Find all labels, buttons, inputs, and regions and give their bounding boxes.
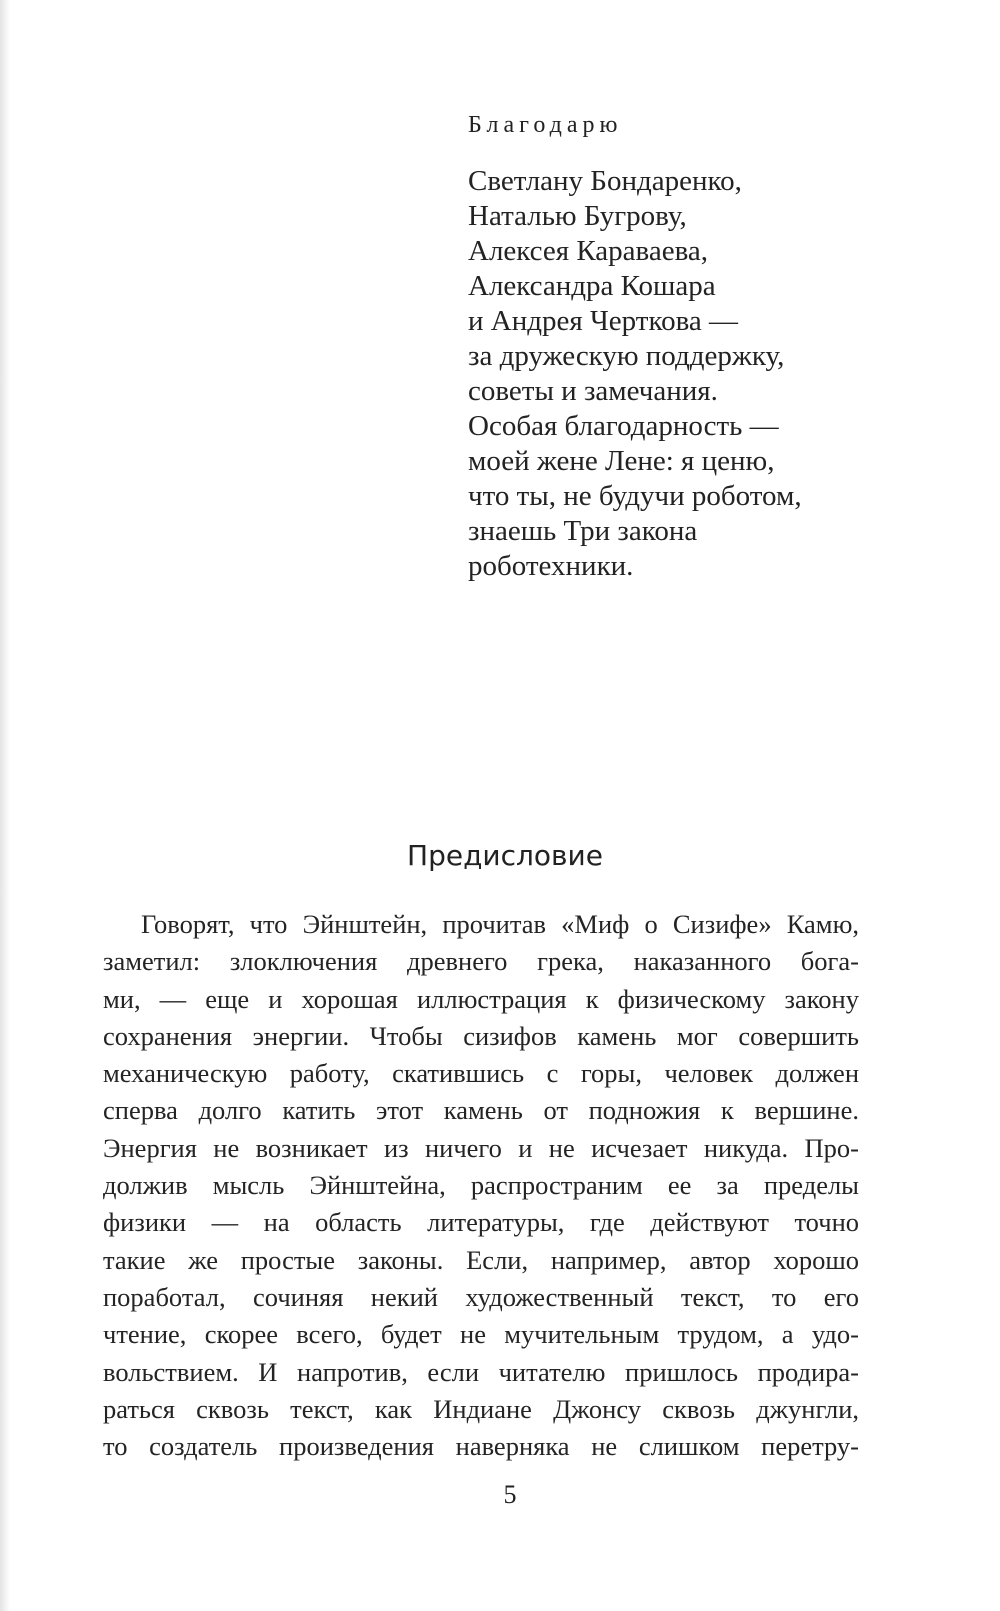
acknowledgements-line: Алексея Караваева, — [468, 235, 709, 267]
acknowledgements-line: знаешь Три закона — [468, 515, 698, 547]
acknowledgements-text — [468, 164, 888, 584]
preface-line: заметил: злоключения древнего грека, наказанного бога- — [103, 946, 859, 977]
preface-line: раться сквозь текст, как Индиане Джонсу сквозь джунгли, — [103, 1393, 859, 1424]
acknowledgements-line: Светлану Бондаренко, — [468, 165, 742, 197]
page-edge-shadow — [0, 0, 10, 1611]
preface-line: поработал, сочиняя некий художественный текст, то его — [103, 1281, 859, 1312]
acknowledgements-line: и Андрея Черткова — — [468, 305, 739, 337]
acknowledgements-line: роботехники. — [468, 550, 634, 582]
acknowledgements-line: Наталью Бугрову, — [468, 200, 687, 232]
preface-line: Энергия не возникает из ничего и не исчезает никуда. Про- — [103, 1132, 859, 1163]
preface-line: Говорят, что Эйнштейн, прочитав «Миф о Сизифе» Камю, — [141, 909, 859, 939]
preface-line: сохранения энергии. Чтобы сизифов камень мог совершить — [103, 1020, 859, 1051]
preface-line: то создатель произведения наверняка не слишком перетру- — [103, 1431, 859, 1462]
acknowledgements-line: Особая благодарность — — [468, 410, 779, 442]
acknowledgements-line: Александра Кошара — [468, 270, 716, 302]
acknowledgements-line: что ты, не будучи роботом, — [468, 480, 802, 512]
preface-line: должив мысль Эйнштейна, распространим ее за пределы — [103, 1170, 859, 1201]
preface-body — [103, 906, 859, 1465]
acknowledgements-line: советы и замечания. — [468, 375, 718, 407]
acknowledgements — [468, 108, 888, 584]
page-number: 5 — [503, 1480, 517, 1509]
preface-line: такие же простые законы. Если, например, автор хорошо — [103, 1244, 859, 1275]
preface-title: Предисловие — [407, 839, 603, 872]
preface-line: чтение, скорее всего, будет не мучительным трудом, а удо- — [103, 1319, 859, 1350]
preface-line: механическую работу, скатившись с горы, человек должен — [103, 1058, 859, 1089]
preface-line: физики — на область литературы, где действуют точно — [103, 1207, 859, 1238]
preface-line: ми, — еще и хорошая иллюстрация к физическому закону — [103, 983, 859, 1014]
preface-line: вольствием. И напротив, если читателю пришлось продира- — [103, 1356, 859, 1387]
acknowledgements-line: моей жене Лене: я ценю, — [468, 445, 775, 477]
preface-line: сперва долго катить этот камень от подножия к вершине. — [103, 1095, 859, 1126]
acknowledgements-line: за дружескую поддержку, — [468, 340, 785, 372]
acknowledgements-heading: Благодарю — [468, 112, 623, 138]
